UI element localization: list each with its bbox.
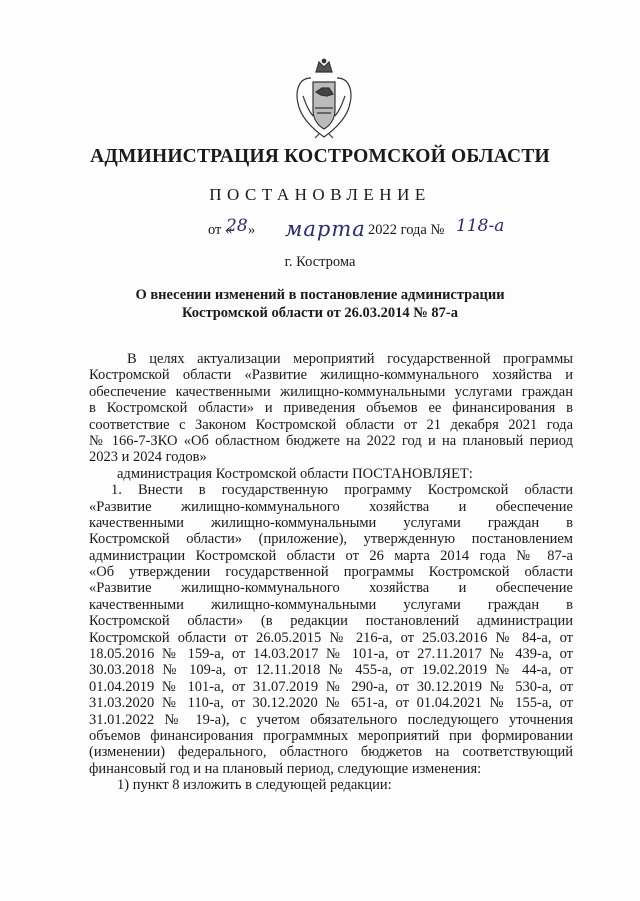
date-year: 2022 года №	[368, 222, 445, 238]
body-line: 31.01.2022 № 19-а), с учетом обязательного последующего уточнения	[89, 711, 573, 728]
body-line: 2023 и 2024 годов»	[89, 449, 207, 466]
body-line: В целях актуализации мероприятий государственной программы	[127, 351, 573, 367]
document-type: ПОСТАНОВЛЕНИЕ	[209, 185, 431, 204]
body-line: 30.03.2018 № 109-а, от 12.11.2018 № 455-а, от 19.02.2019 № 44-а, от	[89, 662, 573, 679]
body-line: 18.05.2016 № 159-а, от 14.03.2017 № 101-а, от 27.11.2017 № 439-а, от	[89, 646, 573, 663]
document-subject	[70, 286, 570, 322]
body-line: качественными жилищно-коммунальными услугами граждан в	[89, 596, 573, 613]
body-line: администрация Костромской области ПОСТАНОВЛЯЕТ:	[117, 465, 473, 482]
body-line: Костромской области» (в редакции постановлений администрации	[89, 613, 573, 630]
body-line: 31.03.2020 № 110-а, от 30.12.2020 № 651-а, от 01.04.2021 № 155-а, от	[89, 695, 573, 712]
body-line: финансовый год и на плановый период, следующие изменения:	[89, 760, 482, 777]
body-line: Костромской области «Развитие жилищно-коммунального хозяйства и	[89, 367, 573, 384]
body-line: № 166-7-ЗКО «Об областном бюджете на 2022 год и на плановый период	[89, 432, 573, 449]
body-line: «Развитие жилищно-коммунального хозяйства и обеспечение	[89, 580, 573, 597]
body-line: в Костромской области» и приведения объемов ее финансирования в	[89, 400, 573, 417]
body-line: Костромской области» (приложение), утвержденную постановлением	[89, 531, 573, 548]
document-body	[89, 351, 573, 794]
body-line: 01.04.2019 № 101-а, от 31.07.2019 № 290-а, от 30.12.2019 № 530-а, от	[89, 678, 573, 695]
body-line: соответствие с Законом Костромской области от 21 декабря 2021 года	[89, 416, 573, 433]
body-line: (изменении) федерального, областного бюджетов на соответствующий	[89, 744, 573, 761]
city: г. Кострома	[284, 254, 356, 270]
body-line: объемов финансирования программных мероприятий при формировании	[89, 727, 573, 744]
body-line: Костромской области от 26.05.2015 № 216-а, от 25.03.2016 № 84-а, от	[89, 629, 573, 646]
date-quote-close: »	[248, 222, 256, 238]
date-prefix: от «	[208, 222, 233, 238]
date-month: марта	[285, 217, 366, 241]
body-line: 1) пункт 8 изложить в следующей редакции:	[117, 777, 392, 794]
body-line: «Развитие жилищно-коммунального хозяйства и обеспечение	[89, 498, 573, 515]
body-line: обеспечение качественными жилищно-коммунальными услугами граждан	[89, 383, 573, 400]
body-line: 1. Внести в государственную программу Костромской области	[111, 482, 573, 499]
kostroma-coat-of-arms-icon	[291, 58, 357, 140]
subject-line: Костромской области от 26.03.2014 № 87-а	[181, 305, 459, 321]
subject-line: О внесении изменений в постановление администрации	[135, 287, 505, 303]
body-line: «Об утверждении государственной программы Костромской области	[89, 564, 573, 581]
date-day: 28	[226, 216, 248, 236]
body-line: администрации Костромской области от 26 марта 2014 года № 87-а	[89, 547, 573, 564]
document-number: 118-а	[456, 216, 505, 236]
body-line: качественными жилищно-коммунальными услугами граждан в	[89, 514, 573, 531]
date-line	[0, 218, 640, 248]
organization-title: АДМИНИСТРАЦИЯ КОСТРОМСКОЙ ОБЛАСТИ	[90, 146, 550, 167]
